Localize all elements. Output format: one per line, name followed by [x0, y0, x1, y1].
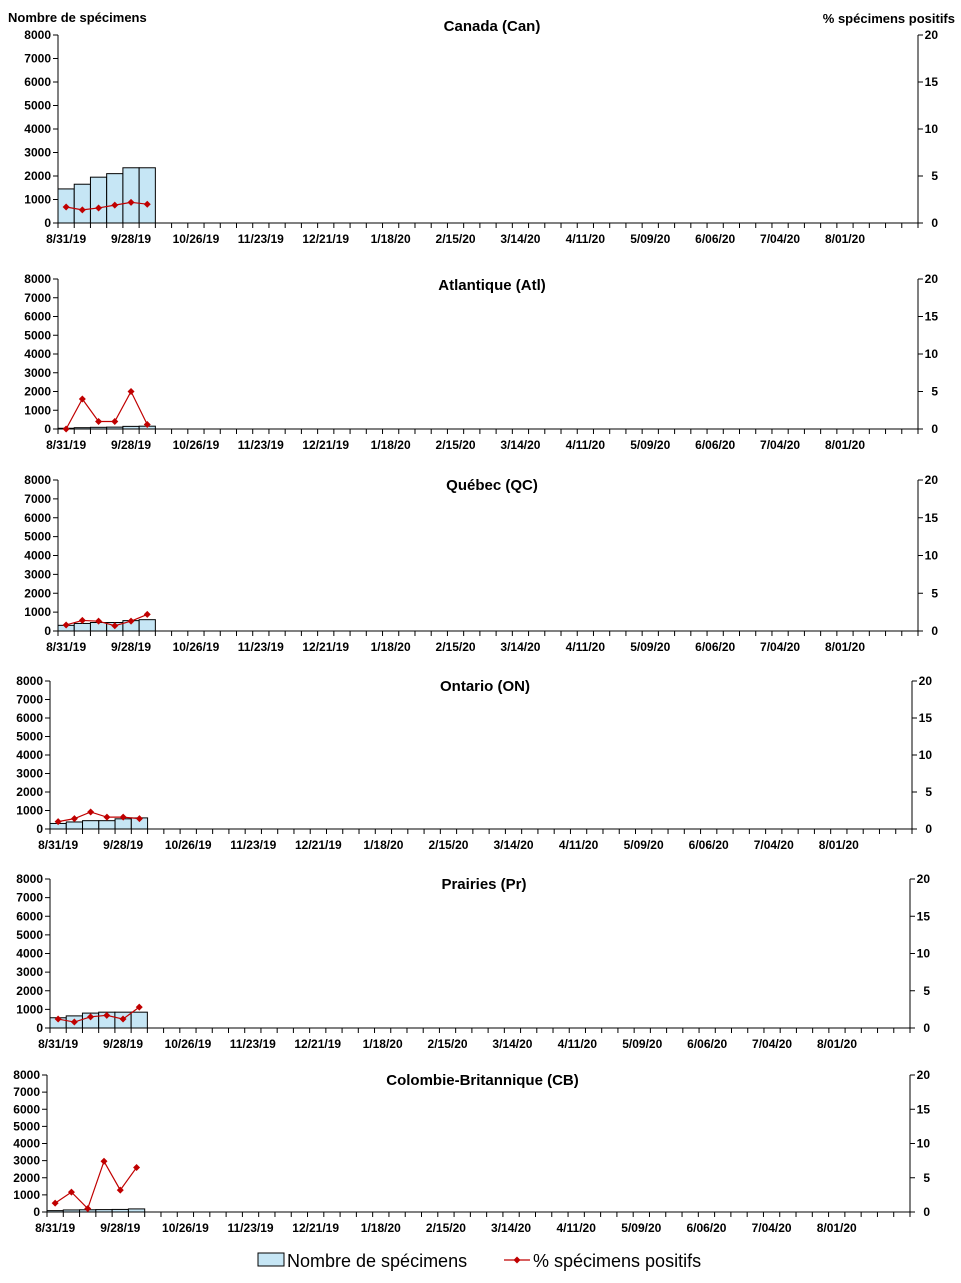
- chart-panels: [8, 10, 955, 1235]
- right-tick-label: 20: [916, 1068, 930, 1082]
- chart-panel: [16, 872, 930, 1051]
- left-tick-label: 1000: [16, 1002, 43, 1017]
- left-tick-label: 2000: [16, 785, 43, 799]
- left-tick-label: 6000: [16, 909, 43, 924]
- x-tick-label: 5/09/20: [630, 438, 671, 452]
- x-tick-label: 7/04/20: [760, 232, 801, 246]
- left-tick-label: 5000: [13, 1119, 40, 1134]
- left-tick-label: 6000: [24, 510, 51, 525]
- left-tick-label: 0: [36, 1021, 43, 1035]
- right-axis-title: % spécimens positifs: [822, 11, 955, 26]
- x-tick-label: 7/04/20: [760, 438, 801, 452]
- x-tick-label: 5/09/20: [630, 232, 671, 246]
- legend-bars-label: Nombre de spécimens: [287, 1251, 468, 1271]
- left-tick-label: 2000: [13, 1170, 40, 1185]
- specimen-bar: [123, 168, 139, 223]
- left-tick-label: 4000: [24, 122, 51, 136]
- chart-panel: [8, 10, 955, 246]
- left-tick-label: 2000: [24, 586, 51, 601]
- left-tick-label: 4000: [24, 347, 51, 361]
- left-tick-label: 1000: [16, 803, 43, 818]
- left-tick-label: 0: [36, 822, 43, 836]
- x-tick-label: 11/23/19: [237, 640, 284, 654]
- x-tick-label: 6/06/20: [686, 1221, 727, 1235]
- specimen-bar: [139, 620, 155, 631]
- chart-title: Canada (Can): [443, 18, 541, 35]
- left-tick-label: 7000: [16, 692, 43, 707]
- right-tick-label: 5: [923, 983, 930, 998]
- percent-positive-point: [111, 418, 118, 425]
- percent-positive-line: [66, 392, 147, 430]
- specimen-bar: [131, 1012, 147, 1028]
- x-tick-label: 3/14/20: [493, 838, 534, 852]
- right-tick-label: 0: [931, 422, 938, 436]
- x-tick-label: 10/26/19: [162, 1221, 209, 1235]
- left-tick-label: 0: [44, 422, 51, 436]
- right-tick-label: 5: [931, 384, 938, 399]
- specimen-bar: [99, 821, 115, 829]
- chart-panel: [16, 674, 932, 852]
- chart-title: Québec (QC): [446, 477, 538, 494]
- right-tick-label: 15: [918, 711, 932, 725]
- x-tick-label: 8/31/19: [38, 838, 79, 852]
- left-tick-label: 1000: [24, 605, 51, 620]
- right-tick-label: 0: [923, 1205, 930, 1219]
- left-tick-label: 5000: [24, 529, 51, 544]
- left-tick-label: 6000: [24, 75, 51, 89]
- right-tick-label: 10: [924, 548, 938, 563]
- x-tick-label: 3/14/20: [491, 1221, 532, 1235]
- x-tick-label: 4/11/20: [565, 438, 606, 452]
- left-tick-label: 3000: [13, 1153, 40, 1168]
- legend-line-label: % spécimens positifs: [533, 1251, 702, 1271]
- specimen-bar: [66, 822, 82, 829]
- specimen-bar: [74, 184, 90, 223]
- x-tick-label: 1/18/20: [370, 438, 411, 452]
- left-tick-label: 7000: [13, 1085, 40, 1100]
- x-tick-label: 3/14/20: [500, 640, 541, 654]
- x-tick-label: 3/14/20: [500, 438, 541, 452]
- chart-title: Prairies (Pr): [441, 876, 527, 893]
- x-tick-label: 2/15/20: [425, 1221, 466, 1235]
- right-tick-label: 15: [916, 1102, 930, 1117]
- left-tick-label: 8000: [24, 28, 51, 42]
- right-tick-label: 10: [924, 122, 938, 136]
- left-tick-label: 7000: [24, 51, 51, 66]
- right-tick-label: 10: [924, 347, 938, 361]
- x-tick-label: 10/26/19: [172, 232, 220, 246]
- right-tick-label: 0: [923, 1021, 930, 1035]
- x-tick-label: 10/26/19: [164, 1037, 212, 1051]
- legend-line-marker: [514, 1257, 521, 1264]
- x-tick-label: 8/01/20: [818, 838, 859, 852]
- right-tick-label: 5: [931, 586, 938, 601]
- x-tick-label: 1/18/20: [370, 640, 411, 654]
- x-tick-label: 6/06/20: [688, 838, 729, 852]
- left-axis-title: Nombre de spécimens: [8, 10, 147, 25]
- x-tick-label: 1/18/20: [363, 838, 404, 852]
- percent-positive-point: [100, 1158, 107, 1165]
- right-tick-label: 20: [924, 473, 938, 487]
- left-tick-label: 8000: [16, 872, 43, 886]
- x-tick-label: 3/14/20: [500, 232, 541, 246]
- x-tick-label: 5/09/20: [621, 1221, 662, 1235]
- x-tick-label: 9/28/19: [103, 838, 144, 852]
- specimen-bar: [83, 821, 99, 829]
- x-tick-label: 3/14/20: [492, 1037, 533, 1051]
- x-tick-label: 6/06/20: [695, 232, 736, 246]
- x-tick-label: 12/21/19: [292, 1221, 340, 1235]
- left-tick-label: 1000: [24, 403, 51, 418]
- left-tick-label: 0: [44, 216, 51, 230]
- left-tick-label: 8000: [24, 473, 51, 487]
- x-tick-label: 11/23/19: [237, 438, 284, 452]
- x-tick-label: 9/28/19: [110, 640, 152, 654]
- left-tick-label: 6000: [13, 1102, 40, 1117]
- left-tick-label: 3000: [24, 567, 51, 582]
- left-tick-label: 6000: [16, 711, 43, 725]
- x-tick-label: 8/01/20: [824, 438, 866, 452]
- left-tick-label: 7000: [16, 890, 43, 905]
- x-tick-label: 8/31/19: [35, 1221, 76, 1235]
- x-tick-label: 1/18/20: [360, 1221, 401, 1235]
- x-tick-label: 2/15/20: [435, 438, 476, 452]
- percent-positive-line: [55, 1161, 136, 1208]
- left-tick-label: 5000: [16, 729, 43, 744]
- right-tick-label: 15: [924, 75, 938, 89]
- percent-positive-point: [144, 611, 151, 618]
- right-tick-label: 5: [925, 785, 932, 799]
- x-tick-label: 10/26/19: [172, 640, 220, 654]
- x-tick-label: 5/09/20: [622, 1037, 663, 1051]
- x-tick-label: 10/26/19: [172, 438, 220, 452]
- x-tick-label: 8/31/19: [46, 640, 87, 654]
- legend: [258, 1251, 701, 1271]
- left-tick-label: 1000: [13, 1187, 40, 1202]
- x-tick-label: 12/21/19: [302, 640, 350, 654]
- right-tick-label: 0: [931, 624, 938, 638]
- left-tick-label: 0: [33, 1205, 40, 1219]
- x-tick-label: 9/28/19: [102, 1037, 144, 1051]
- left-tick-label: 3000: [24, 365, 51, 380]
- left-tick-label: 5000: [16, 927, 43, 942]
- x-tick-label: 12/21/19: [294, 1037, 342, 1051]
- left-tick-label: 3000: [24, 145, 51, 160]
- percent-positive-point: [103, 814, 110, 821]
- x-tick-label: 12/21/19: [294, 838, 342, 852]
- right-tick-label: 20: [916, 872, 930, 886]
- x-tick-label: 2/15/20: [435, 640, 476, 654]
- percent-positive-point: [52, 1200, 59, 1207]
- left-tick-label: 3000: [16, 965, 43, 980]
- chart-title: Atlantique (Atl): [438, 277, 546, 294]
- right-tick-label: 20: [924, 272, 938, 286]
- x-tick-label: 8/01/20: [816, 1037, 858, 1051]
- x-tick-label: 11/23/19: [230, 838, 277, 852]
- chart-panel: [24, 272, 938, 452]
- x-tick-label: 12/21/19: [302, 232, 350, 246]
- left-tick-label: 5000: [24, 98, 51, 113]
- left-tick-label: 7000: [24, 491, 51, 506]
- x-tick-label: 8/31/19: [46, 438, 87, 452]
- percent-positive-point: [87, 808, 94, 815]
- right-tick-label: 10: [916, 1136, 930, 1151]
- x-tick-label: 7/04/20: [752, 1037, 793, 1051]
- right-tick-label: 20: [924, 28, 938, 42]
- specimen-bar: [139, 168, 155, 223]
- left-tick-label: 6000: [24, 309, 51, 324]
- x-tick-label: 7/04/20: [751, 1221, 792, 1235]
- right-tick-label: 5: [931, 169, 938, 183]
- left-tick-label: 3000: [16, 766, 43, 781]
- left-tick-label: 8000: [16, 674, 43, 688]
- x-tick-label: 1/18/20: [362, 1037, 403, 1051]
- percent-positive-point: [79, 617, 86, 624]
- chart-title: Ontario (ON): [440, 678, 530, 695]
- left-tick-label: 4000: [24, 548, 51, 563]
- specimen-bar: [90, 177, 106, 223]
- x-tick-label: 8/01/20: [824, 640, 866, 654]
- legend-bar-swatch: [258, 1253, 284, 1266]
- percent-positive-point: [63, 426, 70, 433]
- left-tick-label: 7000: [24, 290, 51, 305]
- specimen-bar: [74, 623, 90, 631]
- x-tick-label: 7/04/20: [753, 838, 794, 852]
- left-tick-label: 1000: [24, 192, 51, 207]
- left-tick-label: 8000: [13, 1068, 40, 1082]
- x-tick-label: 9/28/19: [110, 438, 152, 452]
- chart-panel: [13, 1068, 930, 1235]
- left-tick-label: 2000: [24, 384, 51, 399]
- right-tick-label: 5: [923, 1170, 930, 1185]
- x-tick-label: 5/09/20: [630, 640, 671, 654]
- right-tick-label: 15: [916, 909, 930, 924]
- percent-positive-point: [71, 815, 78, 822]
- right-tick-label: 0: [931, 216, 938, 230]
- x-tick-label: 2/15/20: [428, 838, 469, 852]
- x-tick-label: 11/23/19: [237, 232, 284, 246]
- right-tick-label: 0: [925, 822, 932, 836]
- x-tick-label: 4/11/20: [557, 1037, 598, 1051]
- x-tick-label: 4/11/20: [565, 640, 606, 654]
- right-tick-label: 15: [924, 510, 938, 525]
- x-tick-label: 4/11/20: [556, 1221, 596, 1235]
- chart-title: Colombie-Britannique (CB): [386, 1072, 579, 1089]
- x-tick-label: 8/01/20: [824, 232, 866, 246]
- right-tick-label: 10: [916, 946, 930, 961]
- chart-panel: [24, 473, 938, 654]
- x-tick-label: 6/06/20: [695, 640, 736, 654]
- percent-positive-point: [128, 388, 135, 395]
- left-tick-label: 4000: [16, 946, 43, 961]
- left-tick-label: 8000: [24, 272, 51, 286]
- x-tick-label: 12/21/19: [302, 438, 350, 452]
- x-tick-label: 8/01/20: [816, 1221, 857, 1235]
- x-tick-label: 9/28/19: [100, 1221, 141, 1235]
- x-tick-label: 1/18/20: [370, 232, 411, 246]
- x-tick-label: 2/15/20: [427, 1037, 468, 1051]
- x-tick-label: 2/15/20: [435, 232, 476, 246]
- right-tick-label: 20: [918, 674, 932, 688]
- x-tick-label: 4/11/20: [558, 838, 599, 852]
- left-tick-label: 4000: [16, 748, 43, 762]
- x-tick-label: 9/28/19: [110, 232, 152, 246]
- x-tick-label: 4/11/20: [565, 232, 606, 246]
- x-tick-label: 7/04/20: [760, 640, 801, 654]
- x-tick-label: 11/23/19: [227, 1221, 274, 1235]
- x-tick-label: 8/31/19: [38, 1037, 79, 1051]
- x-tick-label: 6/06/20: [695, 438, 736, 452]
- x-tick-label: 11/23/19: [229, 1037, 276, 1051]
- right-tick-label: 10: [918, 748, 932, 762]
- left-tick-label: 5000: [24, 328, 51, 343]
- left-tick-label: 2000: [16, 983, 43, 998]
- x-tick-label: 10/26/19: [164, 838, 212, 852]
- x-tick-label: 5/09/20: [623, 838, 664, 852]
- x-tick-label: 6/06/20: [687, 1037, 728, 1051]
- right-tick-label: 15: [924, 309, 938, 324]
- specimen-bar: [107, 174, 123, 223]
- left-tick-label: 2000: [24, 169, 51, 183]
- left-tick-label: 0: [44, 624, 51, 638]
- x-tick-label: 8/31/19: [46, 232, 87, 246]
- left-tick-label: 4000: [13, 1136, 40, 1151]
